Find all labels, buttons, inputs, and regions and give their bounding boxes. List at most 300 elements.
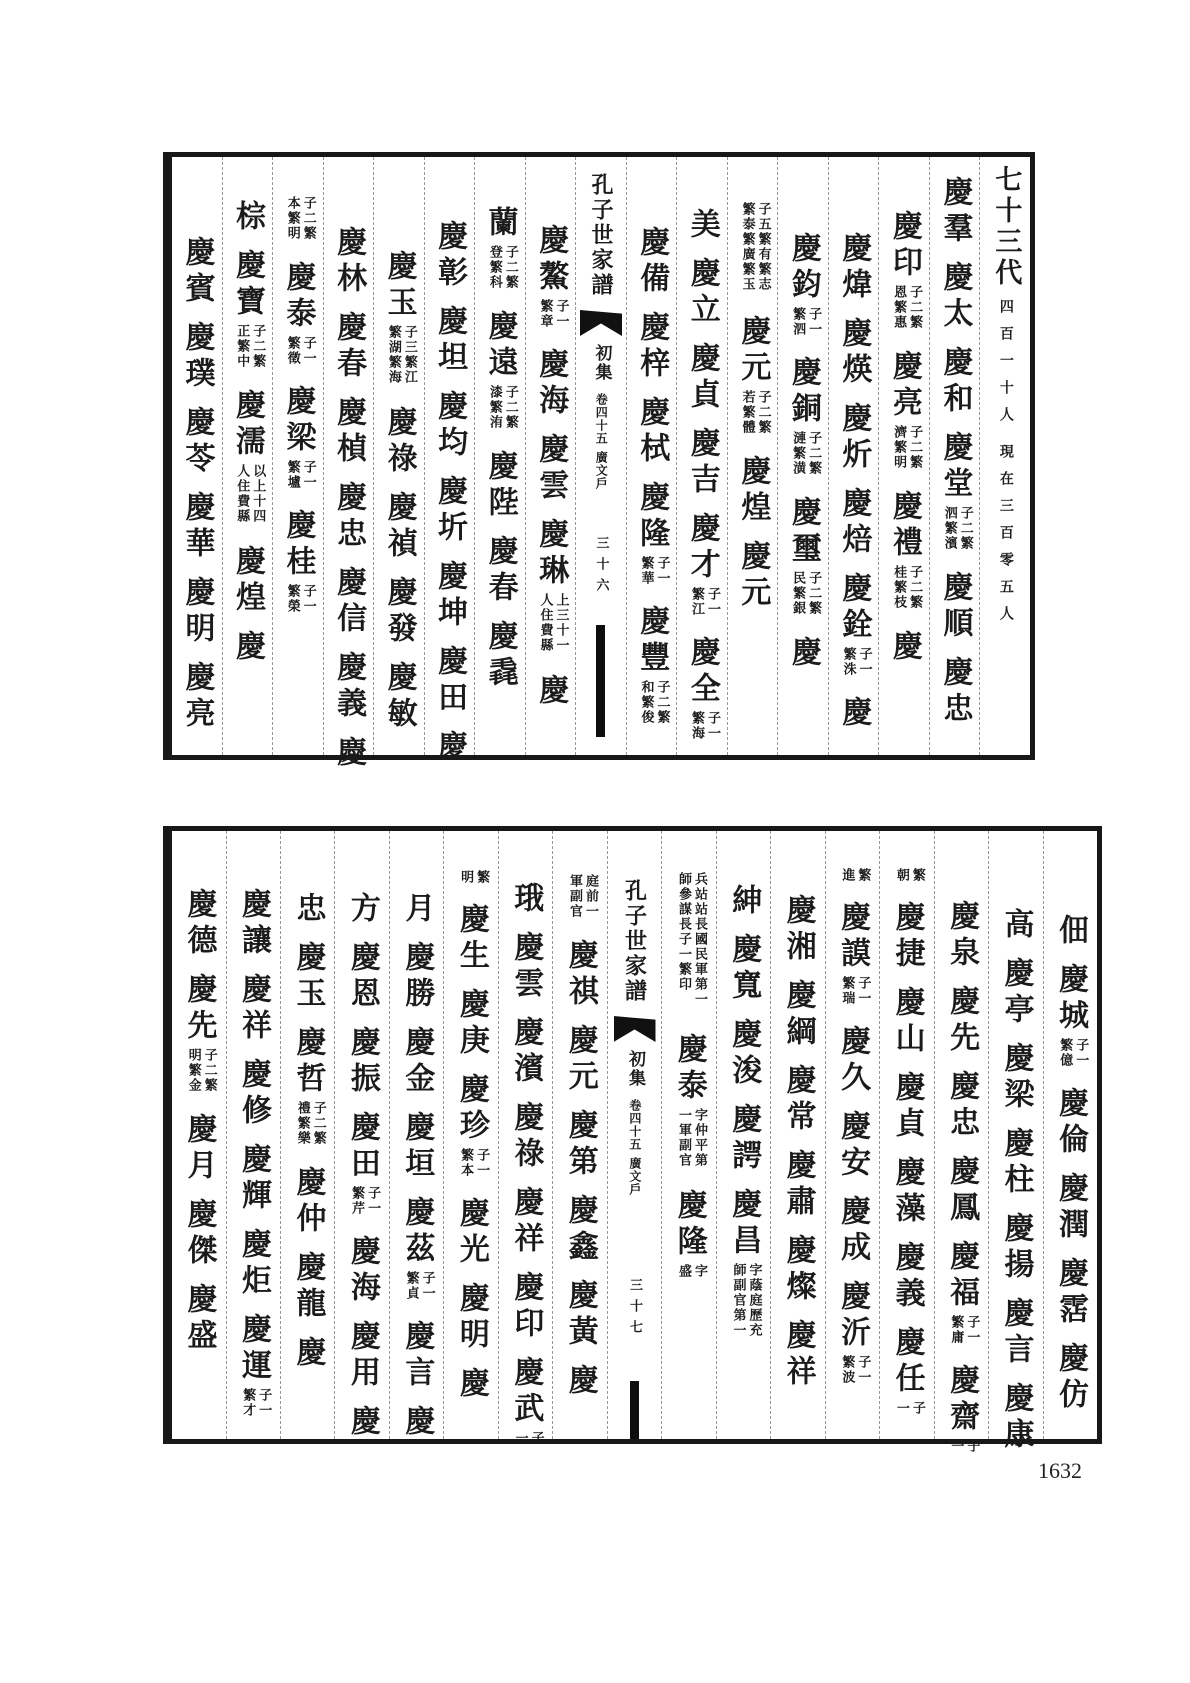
person-name bbox=[374, 406, 424, 478]
children-annotation-text: 子二繁本繁明 bbox=[284, 196, 316, 241]
person-name-text: 慶 bbox=[886, 630, 922, 666]
person-name bbox=[728, 315, 778, 387]
household-label-text: 廣文戶 bbox=[627, 1157, 642, 1196]
person-name-text: 慶備 bbox=[634, 226, 670, 298]
person-name bbox=[717, 1188, 770, 1260]
person-name-text: 慶春 bbox=[331, 311, 367, 383]
children-annotation-text: 子二繁恩繁惠 bbox=[891, 285, 923, 330]
person-name bbox=[499, 1101, 552, 1173]
person-name-text: 慶敏 bbox=[381, 661, 417, 733]
person-name-text: 慶印 bbox=[886, 210, 922, 282]
person-name bbox=[374, 661, 424, 733]
person-name-text: 慶毳 bbox=[482, 620, 518, 692]
collection-label-text: 初集 bbox=[591, 344, 612, 382]
person-name bbox=[771, 894, 824, 966]
count-annotation-text: 現在三百零五人 bbox=[997, 444, 1014, 633]
person-name bbox=[499, 931, 552, 1003]
person-name bbox=[425, 730, 475, 766]
children-annotation bbox=[679, 587, 729, 623]
children-annotation-text: 子三繁江繁湖繁海 bbox=[385, 325, 417, 385]
children-annotation bbox=[664, 1264, 717, 1284]
genealogy-column bbox=[930, 157, 981, 755]
volume-label-text: 卷四十五 bbox=[627, 1099, 642, 1151]
person-name bbox=[627, 226, 677, 298]
children-annotation bbox=[719, 1263, 772, 1347]
person-name bbox=[879, 490, 929, 562]
genealogy-column bbox=[553, 831, 607, 1439]
person-name bbox=[771, 979, 824, 1051]
folio-number bbox=[594, 536, 607, 599]
person-name bbox=[717, 1103, 770, 1175]
person-name-text: 慶和 bbox=[937, 346, 973, 418]
person-name-text: 慶焙 bbox=[836, 487, 872, 559]
children-annotation bbox=[275, 196, 325, 248]
person-name bbox=[771, 1064, 824, 1136]
person-name bbox=[717, 1018, 770, 1090]
children-annotation-text: 子二繁登繁科 bbox=[486, 245, 518, 290]
person-name bbox=[662, 1189, 715, 1261]
frame-bottom bbox=[163, 826, 1102, 1454]
children-annotation bbox=[881, 565, 931, 617]
person-name-text: 慶運 bbox=[235, 1313, 271, 1385]
children-annotation-text: 子一繁徵 bbox=[284, 336, 316, 366]
person-name-text: 慶彰 bbox=[432, 220, 468, 292]
person-name-text: 慶璞 bbox=[179, 321, 215, 393]
person-name-text: 慶信 bbox=[331, 566, 367, 638]
person-name bbox=[829, 487, 879, 559]
person-name bbox=[425, 475, 475, 547]
person-name bbox=[880, 1156, 933, 1228]
fishtail-icon bbox=[580, 310, 622, 336]
person-name-text: 慶黃 bbox=[562, 1279, 598, 1351]
genealogy-column bbox=[281, 831, 335, 1439]
children-annotation-text: 字仲平第一軍副官 bbox=[675, 1108, 707, 1168]
person-name-text: 慶言 bbox=[399, 1320, 435, 1392]
person-name bbox=[475, 206, 525, 242]
person-name bbox=[989, 1127, 1042, 1199]
person-name-text: 慶安 bbox=[835, 1110, 871, 1182]
person-name-text: 慶康 bbox=[998, 1382, 1034, 1454]
children-annotation-text: 子一繁貞 bbox=[403, 1271, 435, 1301]
person-name bbox=[930, 261, 980, 333]
person-name bbox=[1044, 1172, 1097, 1244]
person-name bbox=[444, 988, 497, 1060]
person-name bbox=[677, 342, 727, 414]
children-annotation bbox=[477, 385, 527, 437]
genealogy-column bbox=[526, 157, 577, 755]
person-name-text: 慶玉 bbox=[290, 941, 326, 1013]
person-name bbox=[935, 985, 988, 1057]
children-annotation-text: 子一繁波 bbox=[839, 1355, 871, 1385]
children-annotation-text: 繁朝 bbox=[893, 868, 925, 883]
children-annotation bbox=[229, 1388, 282, 1424]
person-name-text: 慶栻 bbox=[634, 396, 670, 468]
person-name-text: 慶謨 bbox=[835, 901, 871, 973]
person-name-text: 慶潤 bbox=[1053, 1172, 1089, 1244]
person-name-text: 慶仲 bbox=[290, 1166, 326, 1238]
person-name-text: 慶修 bbox=[235, 1058, 271, 1130]
person-name bbox=[935, 900, 988, 972]
person-name-text: 佃 bbox=[1053, 914, 1089, 950]
person-name bbox=[677, 257, 727, 329]
person-name-text: 月 bbox=[399, 892, 435, 928]
person-name bbox=[390, 892, 443, 928]
count-annotation bbox=[980, 444, 1030, 633]
folio-number-text: 三十七 bbox=[627, 1278, 643, 1341]
person-name bbox=[677, 512, 727, 584]
children-annotation-text: 子二繁民繁銀 bbox=[790, 571, 822, 616]
person-name-text: 慶武 bbox=[508, 1356, 544, 1428]
person-name bbox=[335, 941, 388, 1013]
person-name-text: 慶肅 bbox=[780, 1149, 816, 1221]
person-name-text: 慶鳳 bbox=[944, 1155, 980, 1227]
children-annotation bbox=[831, 647, 881, 683]
person-name-text: 慶亮 bbox=[179, 661, 215, 733]
children-annotation-text: 子一繁章 bbox=[537, 299, 569, 329]
children-annotation bbox=[528, 593, 578, 661]
person-name bbox=[553, 1279, 606, 1351]
children-annotation bbox=[629, 680, 679, 732]
children-annotation bbox=[780, 571, 830, 623]
genealogy-column bbox=[335, 831, 389, 1439]
person-name-text: 珴 bbox=[508, 882, 544, 918]
person-name bbox=[281, 1251, 334, 1323]
children-annotation-text: 子一繁海 bbox=[689, 711, 721, 741]
household-label bbox=[595, 451, 608, 490]
person-name bbox=[778, 636, 828, 672]
genealogy-column bbox=[717, 831, 771, 1439]
person-name bbox=[826, 901, 879, 973]
person-name bbox=[1044, 914, 1097, 950]
person-name bbox=[879, 210, 929, 282]
person-name-text: 慶隆 bbox=[671, 1189, 707, 1261]
children-annotation bbox=[392, 1271, 445, 1307]
person-name-text: 慶銅 bbox=[785, 356, 821, 428]
person-name bbox=[771, 1319, 824, 1391]
person-name-text: 慶光 bbox=[453, 1197, 489, 1269]
person-name-text: 慶忠 bbox=[331, 481, 367, 553]
person-name-text: 慶炬 bbox=[235, 1228, 271, 1300]
person-name bbox=[826, 1280, 879, 1352]
person-name-text: 慶印 bbox=[508, 1271, 544, 1343]
person-name bbox=[444, 903, 497, 975]
person-name bbox=[172, 491, 222, 563]
person-name-text: 慶堂 bbox=[937, 431, 973, 503]
person-name bbox=[627, 481, 677, 553]
person-name bbox=[879, 630, 929, 666]
person-name-text: 美 bbox=[684, 208, 720, 244]
person-name-text: 慶亭 bbox=[998, 957, 1034, 1029]
person-name bbox=[526, 518, 576, 590]
children-annotation bbox=[174, 1048, 227, 1100]
person-name bbox=[444, 1197, 497, 1269]
children-annotation bbox=[937, 1439, 990, 1459]
genealogy-column bbox=[444, 831, 498, 1439]
person-name-text: 慶任 bbox=[889, 1326, 925, 1398]
person-name bbox=[499, 1016, 552, 1088]
person-name-text: 慶 bbox=[533, 674, 569, 710]
collection-label bbox=[625, 1050, 646, 1092]
person-name-text: 慶 bbox=[836, 696, 872, 732]
person-name bbox=[826, 1025, 879, 1097]
person-name-text: 慶林 bbox=[331, 226, 367, 298]
person-name-text: 慶桂 bbox=[280, 509, 316, 581]
person-name bbox=[172, 406, 222, 478]
children-annotation bbox=[730, 390, 780, 442]
children-annotation bbox=[828, 868, 881, 888]
children-annotation-text: 子二繁濟繁明 bbox=[891, 425, 923, 470]
genealogy-column bbox=[172, 831, 226, 1439]
person-name-text: 慶第 bbox=[562, 1109, 598, 1181]
person-name-text: 慶恩 bbox=[344, 941, 380, 1013]
person-name-text: 慶霑 bbox=[1053, 1257, 1089, 1329]
person-name-text: 慶 bbox=[230, 630, 266, 666]
children-annotation bbox=[679, 711, 729, 747]
collection-label bbox=[591, 344, 612, 386]
person-name-text: 紳 bbox=[726, 884, 762, 920]
person-name bbox=[935, 1364, 988, 1436]
person-name-text: 慶哲 bbox=[290, 1026, 326, 1098]
children-annotation-text: 子二繁漆繁洧 bbox=[486, 385, 518, 430]
person-name-text: 慶海 bbox=[344, 1235, 380, 1307]
person-name bbox=[227, 1313, 280, 1385]
person-name bbox=[324, 311, 374, 383]
person-name bbox=[172, 888, 225, 960]
genealogy-column bbox=[273, 157, 324, 755]
person-name bbox=[677, 427, 727, 499]
children-annotation-text: 以上十四人住費縣 bbox=[234, 464, 266, 524]
person-name-text: 慶燦 bbox=[780, 1234, 816, 1306]
person-name-text: 慶坦 bbox=[432, 305, 468, 377]
person-name-text: 慶 bbox=[290, 1336, 326, 1372]
person-name bbox=[930, 176, 980, 248]
person-name bbox=[335, 1405, 388, 1441]
children-annotation bbox=[275, 584, 325, 620]
person-name-text: 慶梁 bbox=[280, 385, 316, 457]
person-name-text: 慶 bbox=[331, 736, 367, 772]
children-annotation bbox=[664, 1108, 717, 1176]
person-name-text: 慶濡 bbox=[230, 389, 266, 461]
person-name bbox=[324, 566, 374, 638]
person-name-text: 慶傑 bbox=[181, 1198, 217, 1270]
person-name-text: 慶金 bbox=[399, 1026, 435, 1098]
children-annotation bbox=[501, 1431, 554, 1451]
person-name-text: 慶沂 bbox=[835, 1280, 871, 1352]
page-number: 1632 bbox=[1038, 1458, 1082, 1483]
children-annotation-text: 子一繁洙 bbox=[840, 647, 872, 677]
person-name bbox=[281, 941, 334, 1013]
person-name bbox=[826, 1110, 879, 1182]
person-name bbox=[475, 535, 525, 607]
person-name-text: 慶太 bbox=[937, 261, 973, 333]
person-name bbox=[425, 560, 475, 632]
person-name bbox=[425, 220, 475, 292]
person-name bbox=[281, 1166, 334, 1238]
genealogy-column bbox=[172, 157, 223, 755]
children-annotation-text: 子一繁庸 bbox=[948, 1315, 980, 1345]
person-name-text: 高 bbox=[998, 908, 1034, 944]
person-name-text: 慶田 bbox=[344, 1111, 380, 1183]
person-name bbox=[829, 402, 879, 474]
count-annotation bbox=[980, 299, 1030, 434]
person-name bbox=[374, 250, 424, 322]
person-name bbox=[444, 1073, 497, 1145]
children-annotation-text: 子二繁桂繁枝 bbox=[891, 565, 923, 610]
person-name-text: 慶祿 bbox=[381, 406, 417, 478]
person-name-text: 慶湘 bbox=[780, 894, 816, 966]
children-annotation bbox=[477, 245, 527, 297]
person-name-text: 慶煐 bbox=[836, 317, 872, 389]
person-name bbox=[172, 661, 222, 733]
person-name-text: 慶梁 bbox=[998, 1042, 1034, 1114]
person-name bbox=[499, 1356, 552, 1428]
children-annotation-text: 繁進 bbox=[839, 868, 871, 883]
person-name bbox=[1044, 1087, 1097, 1159]
person-name-text: 慶銓 bbox=[836, 572, 872, 644]
children-annotation bbox=[828, 976, 881, 1012]
columns-top bbox=[172, 157, 1030, 772]
children-annotation-text: 子二繁正繁中 bbox=[234, 324, 266, 369]
person-name-text: 慶綱 bbox=[780, 979, 816, 1051]
person-name bbox=[1044, 1342, 1097, 1414]
person-name-text: 慶羣 bbox=[937, 176, 973, 248]
person-name-text: 慶諤 bbox=[726, 1103, 762, 1175]
person-name-text: 棕 bbox=[230, 200, 266, 236]
columns-bottom bbox=[172, 831, 1097, 1454]
children-annotation bbox=[882, 868, 935, 888]
children-annotation bbox=[225, 464, 275, 532]
person-name-text: 慶濱 bbox=[508, 1016, 544, 1088]
genealogy-column bbox=[390, 831, 444, 1439]
children-annotation-text: 兵站站長國民軍第一師參謀長子一繁印 bbox=[675, 872, 707, 1007]
genealogy-column bbox=[771, 831, 825, 1439]
person-name bbox=[627, 605, 677, 677]
person-name bbox=[499, 882, 552, 918]
person-name bbox=[172, 1283, 225, 1355]
person-name-text: 慶仿 bbox=[1053, 1342, 1089, 1414]
person-name bbox=[444, 1367, 497, 1403]
folio-number bbox=[628, 1278, 641, 1341]
genealogy-column bbox=[627, 157, 678, 755]
person-name bbox=[930, 346, 980, 418]
person-name-text: 慶祺 bbox=[562, 939, 598, 1011]
genealogy-column bbox=[880, 831, 934, 1439]
person-name-text: 慶柱 bbox=[998, 1127, 1034, 1199]
person-name-text: 慶昌 bbox=[726, 1188, 762, 1260]
person-name bbox=[526, 224, 576, 296]
person-name-text: 慶順 bbox=[937, 571, 973, 643]
genealogy-column bbox=[374, 157, 425, 755]
person-name bbox=[172, 321, 222, 393]
person-name-text: 慶垣 bbox=[399, 1111, 435, 1183]
person-name bbox=[324, 651, 374, 723]
person-name bbox=[1044, 963, 1097, 1035]
person-name bbox=[662, 1033, 715, 1105]
person-name-text: 慶禮 bbox=[886, 490, 922, 562]
fishtail-icon bbox=[614, 1016, 656, 1042]
person-name bbox=[499, 1271, 552, 1343]
person-name-text: 慶雲 bbox=[533, 433, 569, 505]
book-title-text: 孔子世家譜 bbox=[621, 879, 648, 1004]
person-name bbox=[989, 908, 1042, 944]
person-name bbox=[526, 674, 576, 710]
children-annotation bbox=[780, 431, 830, 483]
person-name bbox=[499, 1186, 552, 1258]
children-annotation-text: 子一 bbox=[512, 1431, 544, 1446]
person-name-text: 慶禎 bbox=[381, 491, 417, 563]
children-annotation-text: 庭前一軍副官 bbox=[567, 874, 599, 919]
person-name-text: 慶 bbox=[785, 636, 821, 672]
children-annotation-text: 繁明 bbox=[458, 870, 490, 885]
person-name bbox=[324, 736, 374, 772]
person-name-text: 慶炘 bbox=[836, 402, 872, 474]
children-annotation bbox=[225, 324, 275, 376]
children-annotation-text: 子一繁華 bbox=[638, 556, 670, 586]
children-annotation-text: 子二繁明繁金 bbox=[185, 1048, 217, 1093]
generation-heading-text: 七十三代 bbox=[990, 165, 1022, 289]
person-name-text: 慶賓 bbox=[179, 236, 215, 308]
children-annotation bbox=[275, 336, 325, 372]
person-name bbox=[935, 1240, 988, 1312]
children-annotation bbox=[555, 874, 608, 926]
person-name bbox=[778, 232, 828, 304]
person-name bbox=[227, 1058, 280, 1130]
volume-label bbox=[628, 1099, 641, 1151]
children-annotation bbox=[1046, 1038, 1099, 1074]
person-name bbox=[335, 1320, 388, 1392]
person-name bbox=[935, 1070, 988, 1142]
person-name-text: 慶泰 bbox=[280, 261, 316, 333]
person-name bbox=[880, 901, 933, 973]
children-annotation-text: 子一繁榮 bbox=[284, 584, 316, 614]
genealogy-column bbox=[935, 831, 989, 1454]
person-name-text: 慶煌 bbox=[230, 545, 266, 617]
genealogy-column bbox=[425, 157, 476, 766]
person-name-text: 慶發 bbox=[381, 576, 417, 648]
person-name-text: 慶華 bbox=[179, 491, 215, 563]
person-name bbox=[374, 576, 424, 648]
children-annotation bbox=[629, 556, 679, 592]
person-name-text: 慶福 bbox=[944, 1240, 980, 1312]
person-name-text: 慶春 bbox=[482, 535, 518, 607]
person-name-text: 慶 bbox=[432, 730, 468, 766]
person-name-text: 慶生 bbox=[453, 903, 489, 975]
person-name-text: 慶陛 bbox=[482, 450, 518, 522]
genealogy-column bbox=[980, 157, 1030, 755]
person-name bbox=[172, 1113, 225, 1185]
person-name bbox=[324, 226, 374, 298]
children-annotation bbox=[446, 870, 499, 890]
person-name-text: 慶山 bbox=[889, 986, 925, 1058]
person-name-text: 慶捷 bbox=[889, 901, 925, 973]
person-name bbox=[390, 941, 443, 1013]
person-name bbox=[223, 545, 273, 617]
person-name bbox=[627, 311, 677, 383]
person-name-text: 慶明 bbox=[179, 576, 215, 648]
children-annotation-text: 子二繁和繁俊 bbox=[638, 680, 670, 725]
person-name-text: 慶煌 bbox=[735, 455, 771, 527]
person-name-text: 慶德 bbox=[181, 888, 217, 960]
person-name-text: 慶月 bbox=[181, 1113, 217, 1185]
genealogy-column bbox=[227, 831, 281, 1439]
volume-label-text: 卷四十五 bbox=[594, 393, 609, 445]
person-name-text: 慶祥 bbox=[780, 1319, 816, 1391]
children-annotation-text: 子一繁瑞 bbox=[839, 976, 871, 1006]
frame-top bbox=[163, 152, 1035, 772]
person-name bbox=[172, 1198, 225, 1270]
genealogy-column bbox=[826, 831, 880, 1439]
genealogy-column bbox=[1044, 831, 1097, 1439]
